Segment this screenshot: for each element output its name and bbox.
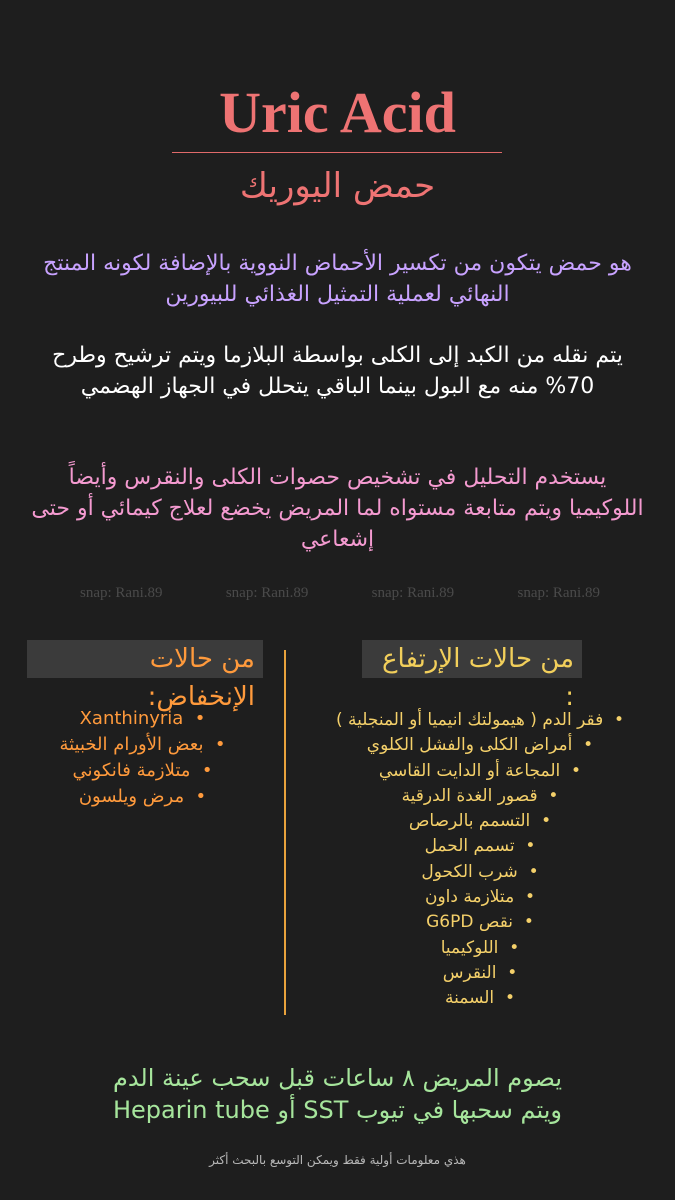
list-item: • اللوكيميا	[300, 936, 660, 961]
list-item: • النقرس	[300, 961, 660, 986]
watermark-text: snap: Rani.89	[225, 585, 309, 601]
footer-line: ويتم سحبها في تيوب SST أو Heparin tube	[112, 1096, 562, 1124]
title-underline	[172, 152, 502, 153]
list-item: • نقص G6PD	[300, 910, 660, 935]
list-item: • تسمم الحمل	[300, 834, 660, 859]
footer-line: يصوم المريض ٨ ساعات قبل سحب عينة الدم	[112, 1064, 563, 1092]
list-item: • بعض الأورام الخبيثة	[20, 732, 265, 758]
list-item: • شرب الكحول	[300, 860, 660, 885]
page-title: Uric Acid	[219, 80, 456, 145]
list-item: • أمراض الكلى والفشل الكلوي	[300, 733, 660, 758]
list-item: • قصور الغدة الدرقية	[300, 784, 660, 809]
list-item: • متلازمة داون	[300, 885, 660, 910]
high-cases-heading: من حالات الإرتفاع :	[362, 640, 582, 678]
definition-paragraph: هو حمض يتكون من تكسير الأحماض النووية بالإضافة لكونه المنتج النهائي لعملية التمثيل الغذائي للبيورين	[43, 251, 632, 307]
high-cases-list	[300, 708, 660, 1012]
list-item: • التسمم بالرصاص	[300, 809, 660, 834]
list-item: • مرض ويلسون	[20, 784, 265, 810]
list-item: • المجاعة أو الدايت القاسي	[300, 759, 660, 784]
usage-paragraph: يستخدم التحليل في تشخيص حصوات الكلى والنقرس وأيضاً اللوكيميا ويتم متابعة مستواه لما المريض يخضع لعلاج كيمائي أو حتى إشعاعي	[31, 465, 644, 552]
transport-paragraph: يتم نقله من الكبد إلى الكلى بواسطة البلازما ويتم ترشيح وطرح 70% منه مع البول بينما الباقي يتحلل في الجهاز الهضمي	[52, 343, 623, 399]
disclaimer-note: هذي معلومات أولية فقط ويمكن التوسع بالبحث أكثر	[209, 1153, 466, 1167]
watermark-row	[80, 585, 600, 602]
column-divider	[284, 650, 286, 1015]
low-cases-list	[20, 706, 265, 810]
watermark-text: snap: Rani.89	[80, 585, 163, 601]
low-cases-heading: من حالات الإنخفاض:	[27, 640, 263, 678]
watermark-text: snap: Rani.89	[371, 585, 455, 601]
list-item: • متلازمة فانكوني	[20, 758, 265, 784]
fasting-instructions	[20, 1062, 655, 1126]
watermark-text: snap: Rani.89	[517, 585, 600, 601]
list-item: • Xanthinyria	[20, 706, 265, 732]
list-item: • السمنة	[300, 986, 660, 1011]
page-subtitle: حمض اليوريك	[239, 166, 436, 206]
list-item: • فقر الدم ( هيمولتك انيميا أو المنجلية )	[300, 708, 660, 733]
